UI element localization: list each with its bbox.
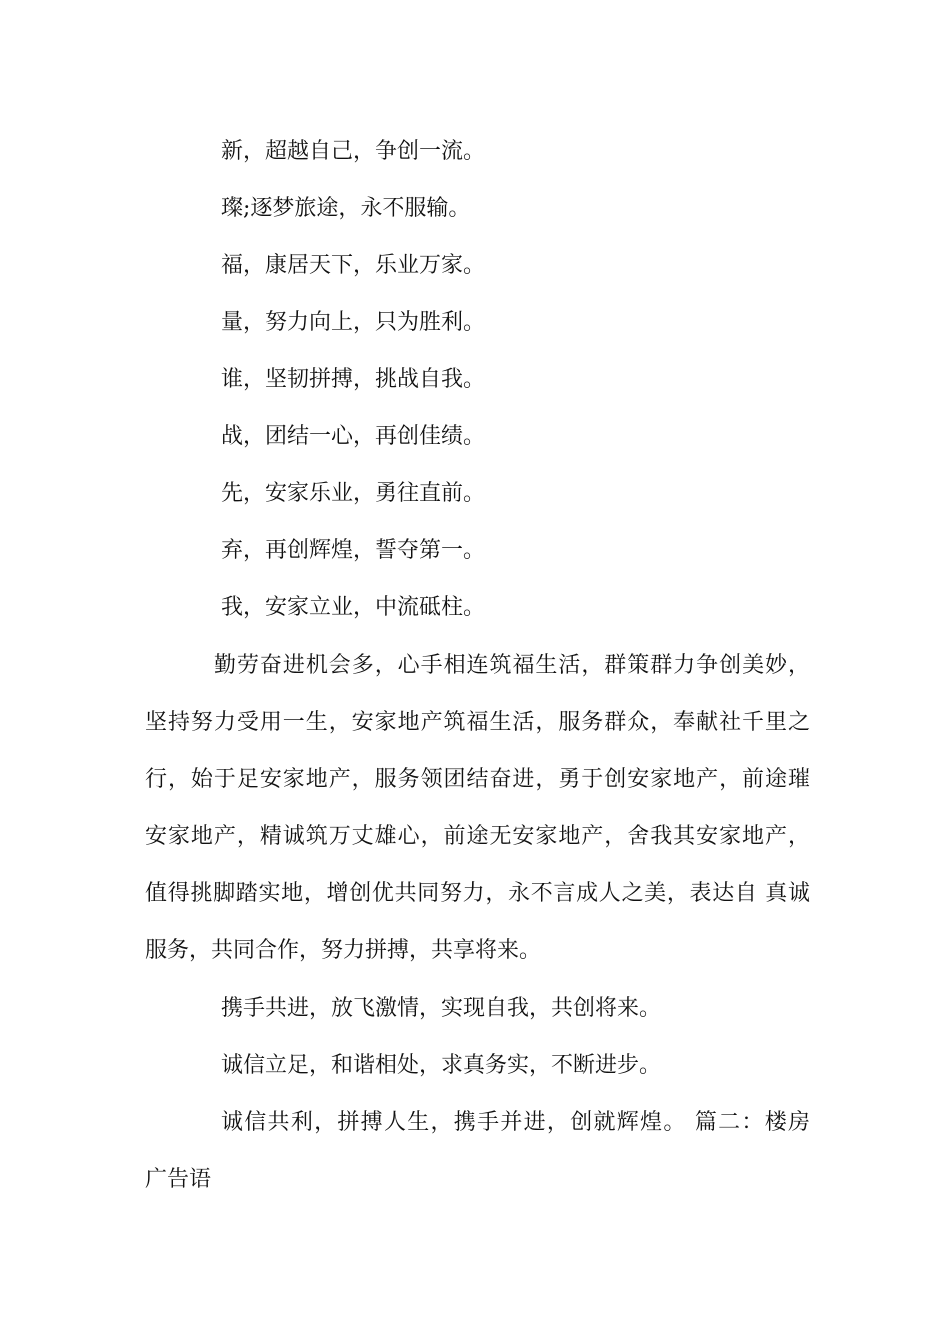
slogan-line: 我，安家立业，中流砥柱。 [221, 595, 486, 620]
slogan-line: 携手共进，放飞激情，实现自我，共创将来。 [221, 996, 662, 1021]
section-heading-continuation: 广告语 [145, 1167, 212, 1192]
paragraph-line: 勤劳奋进机会多，心手相连筑福生活，群策群力争创美妙， [214, 653, 810, 678]
final-line: 诚信共利，拼搏人生，携手并进，创就辉煌。 篇二：楼房 [221, 1110, 810, 1135]
slogan-line: 福，康居天下，乐业万家。 [221, 253, 486, 278]
slogan-line: 诚信立足，和谐相处，求真务实，不断进步。 [221, 1053, 662, 1078]
paragraph-line: 服务，共同合作，努力拼搏，共享将来。 [145, 938, 542, 963]
slogan-line: 先，安家乐业，勇往直前。 [221, 481, 486, 506]
slogan-line: 量，努力向上，只为胜利。 [221, 310, 486, 335]
paragraph-line: 安家地产，精诚筑万丈雄心，前途无安家地产，舍我其安家地产， [145, 824, 810, 849]
slogan-line: 谁，坚韧拼搏，挑战自我。 [221, 367, 486, 392]
slogan-line: 战，团结一心，再创佳绩。 [221, 424, 486, 449]
paragraph-line: 坚持努力受用一生，安家地产筑福生活，服务群众，奉献社千里之 [145, 710, 810, 735]
paragraph-line: 值得挑脚踏实地，增创优共同努力，永不言成人之美，表达自 真诚 [145, 881, 810, 906]
slogan-line: 弃，再创辉煌，誓夺第一。 [221, 538, 486, 563]
paragraph-line: 行，始于足安家地产，服务领团结奋进，勇于创安家地产，前途璀 [145, 767, 810, 792]
slogan-line: 璨;逐梦旅途，永不服输。 [221, 196, 471, 221]
slogan-line: 新，超越自己，争创一流。 [221, 139, 486, 164]
